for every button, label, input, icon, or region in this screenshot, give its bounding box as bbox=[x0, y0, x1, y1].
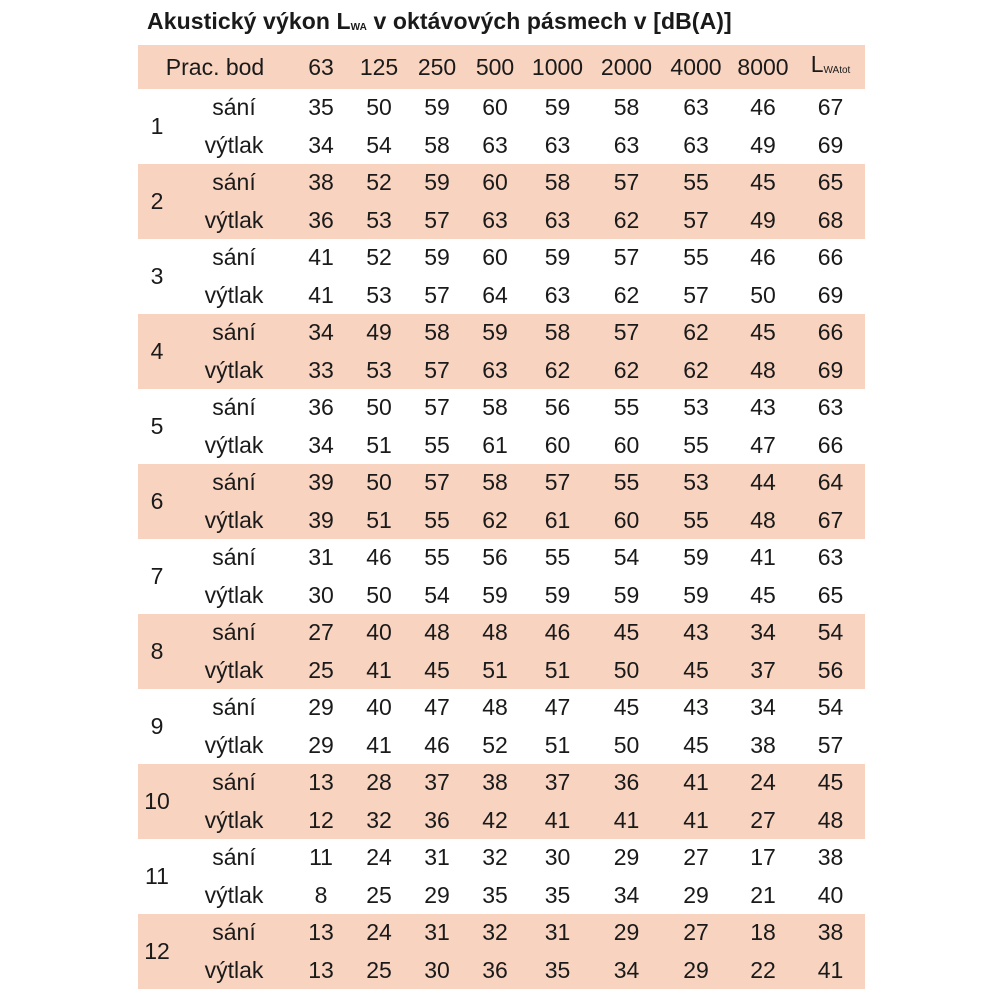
table-row bbox=[138, 314, 865, 352]
header-band: 4000 bbox=[662, 45, 730, 89]
band-value: 50 bbox=[350, 464, 408, 502]
band-value: 42 bbox=[466, 802, 524, 840]
band-value: 48 bbox=[408, 614, 466, 652]
band-value: 32 bbox=[466, 914, 524, 952]
table-title: Akustický výkon $L_{WA}$ v oktávových pásmech v [dB(A)] bbox=[147, 8, 732, 34]
band-value: 45 bbox=[591, 614, 662, 652]
band-value: 46 bbox=[366, 544, 392, 570]
band-value: 13 bbox=[292, 914, 350, 952]
band-value: 53 bbox=[350, 202, 408, 240]
band-value: 61 bbox=[482, 431, 508, 458]
band-value: 32 bbox=[350, 802, 408, 840]
band-value: 11 bbox=[309, 844, 333, 870]
table-row bbox=[138, 952, 865, 990]
band-value: 43 bbox=[683, 694, 709, 720]
band-value: 36 bbox=[292, 202, 350, 240]
operating-point: 12 bbox=[138, 914, 176, 989]
band-value: 63 bbox=[613, 131, 640, 158]
band-value: 34 bbox=[308, 131, 334, 158]
band-value: 54 bbox=[613, 544, 640, 570]
band-value: 41 bbox=[524, 802, 591, 840]
band-value: 51 bbox=[544, 731, 571, 758]
band-value: 45 bbox=[750, 581, 776, 608]
band-value: 34 bbox=[591, 952, 662, 990]
band-value: 13 bbox=[292, 952, 350, 990]
table-row bbox=[138, 352, 865, 390]
operating-point: 2 bbox=[138, 164, 176, 239]
discharge-label: výtlak bbox=[204, 881, 264, 908]
band-value: 63 bbox=[683, 131, 709, 158]
band-value: 60 bbox=[466, 164, 524, 202]
band-value: 52 bbox=[366, 244, 392, 270]
band-value: 47 bbox=[424, 694, 450, 720]
band-value: 48 bbox=[482, 694, 508, 720]
total-value: 40 bbox=[817, 881, 844, 908]
band-value: 56 bbox=[544, 394, 571, 420]
total-value: 54 bbox=[796, 614, 865, 652]
band-value: 41 bbox=[750, 544, 776, 570]
band-value: 51 bbox=[466, 652, 524, 690]
band-value: 31 bbox=[524, 914, 591, 952]
band-value: 36 bbox=[591, 764, 662, 802]
band-value: 25 bbox=[366, 881, 392, 908]
band-value: 41 bbox=[662, 802, 730, 840]
discharge-label: výtlak bbox=[176, 652, 292, 690]
band-value: 60 bbox=[613, 431, 640, 458]
band-value: 47 bbox=[750, 431, 776, 458]
band-value: 29 bbox=[308, 694, 334, 720]
total-value: 38 bbox=[817, 844, 844, 870]
table-row bbox=[138, 502, 865, 540]
total-value: 54 bbox=[817, 694, 844, 720]
total-value: 38 bbox=[796, 914, 865, 952]
band-value: 61 bbox=[524, 502, 591, 540]
band-value: 33 bbox=[292, 352, 350, 390]
band-value: 49 bbox=[730, 202, 796, 240]
band-value: 55 bbox=[591, 464, 662, 502]
band-value: 41 bbox=[662, 764, 730, 802]
band-value: 58 bbox=[524, 314, 591, 352]
header-band: 125 bbox=[350, 45, 408, 89]
total-value: 69 bbox=[817, 131, 844, 158]
band-value: 59 bbox=[544, 244, 571, 270]
band-value: 27 bbox=[662, 914, 730, 952]
band-value: 43 bbox=[750, 394, 776, 420]
band-value: 52 bbox=[350, 164, 408, 202]
band-value: 31 bbox=[408, 914, 466, 952]
band-value: 59 bbox=[482, 581, 508, 608]
total-value: 63 bbox=[817, 394, 844, 420]
total-value: 56 bbox=[796, 652, 865, 690]
total-value: 45 bbox=[796, 764, 865, 802]
band-value: 24 bbox=[350, 914, 408, 952]
band-value: 8 bbox=[314, 881, 328, 908]
discharge-label: výtlak bbox=[176, 802, 292, 840]
band-value: 48 bbox=[466, 614, 524, 652]
band-value: 62 bbox=[662, 314, 730, 352]
band-value: 57 bbox=[591, 164, 662, 202]
table-row bbox=[138, 202, 865, 240]
header-band: 2000 bbox=[591, 45, 662, 89]
band-value: 34 bbox=[613, 881, 640, 908]
band-value: 57 bbox=[408, 202, 466, 240]
total-value: 57 bbox=[817, 731, 844, 758]
header-label: Prac. bod bbox=[138, 45, 292, 89]
band-value: 37 bbox=[408, 764, 466, 802]
band-value: 55 bbox=[662, 502, 730, 540]
suction-label: sání bbox=[212, 844, 256, 870]
band-value: 34 bbox=[750, 694, 776, 720]
band-value: 45 bbox=[683, 731, 709, 758]
band-value: 29 bbox=[662, 952, 730, 990]
band-value: 63 bbox=[482, 131, 508, 158]
band-value: 62 bbox=[466, 502, 524, 540]
band-value: 63 bbox=[466, 352, 524, 390]
band-value: 25 bbox=[350, 952, 408, 990]
table-row bbox=[138, 539, 865, 577]
band-value: 51 bbox=[524, 652, 591, 690]
band-value: 54 bbox=[424, 581, 450, 608]
band-value: 36 bbox=[466, 952, 524, 990]
table-row bbox=[138, 164, 865, 202]
band-value: 57 bbox=[591, 314, 662, 352]
band-value: 46 bbox=[424, 731, 450, 758]
header-total: $L_{WAtot}$ bbox=[796, 45, 865, 89]
header-band: 63 bbox=[292, 45, 350, 89]
band-value: 39 bbox=[292, 464, 350, 502]
operating-point: 10 bbox=[138, 764, 176, 839]
band-value: 50 bbox=[750, 281, 776, 308]
band-value: 59 bbox=[408, 164, 466, 202]
suction-label: sání bbox=[212, 394, 256, 420]
band-value: 32 bbox=[482, 844, 508, 870]
band-value: 54 bbox=[366, 131, 392, 158]
total-value: 65 bbox=[817, 581, 844, 608]
band-value: 50 bbox=[366, 581, 392, 608]
discharge-label: výtlak bbox=[176, 202, 292, 240]
discharge-label: výtlak bbox=[204, 731, 264, 758]
band-value: 59 bbox=[613, 581, 640, 608]
band-value: 28 bbox=[350, 764, 408, 802]
total-value: 64 bbox=[796, 464, 865, 502]
suction-label: sání bbox=[212, 694, 256, 720]
band-value: 45 bbox=[613, 694, 640, 720]
band-value: 59 bbox=[683, 581, 709, 608]
band-value: 53 bbox=[366, 281, 392, 308]
band-value: 58 bbox=[613, 94, 640, 120]
band-value: 57 bbox=[408, 464, 466, 502]
band-value: 55 bbox=[662, 164, 730, 202]
band-value: 53 bbox=[350, 352, 408, 390]
table-row bbox=[138, 127, 865, 165]
band-value: 17 bbox=[750, 844, 776, 870]
band-value: 45 bbox=[662, 652, 730, 690]
band-value: 59 bbox=[466, 314, 524, 352]
band-value: 63 bbox=[683, 94, 709, 120]
band-value: 55 bbox=[683, 244, 709, 270]
band-value: 63 bbox=[544, 131, 571, 158]
band-value: 58 bbox=[524, 164, 591, 202]
band-value: 62 bbox=[591, 202, 662, 240]
band-value: 62 bbox=[613, 281, 640, 308]
band-value: 35 bbox=[524, 952, 591, 990]
band-value: 56 bbox=[482, 544, 508, 570]
band-value: 29 bbox=[308, 731, 334, 758]
band-value: 57 bbox=[408, 352, 466, 390]
suction-label: sání bbox=[212, 244, 256, 270]
table-row bbox=[138, 389, 865, 427]
band-value: 64 bbox=[482, 281, 508, 308]
band-value: 41 bbox=[591, 802, 662, 840]
header-band: 500 bbox=[466, 45, 524, 89]
band-value: 55 bbox=[424, 544, 450, 570]
table-row bbox=[138, 652, 865, 690]
header-band: 8000 bbox=[730, 45, 796, 89]
discharge-label: výtlak bbox=[204, 131, 264, 158]
total-value: 66 bbox=[817, 431, 844, 458]
band-value: 24 bbox=[366, 844, 392, 870]
total-value: 67 bbox=[817, 94, 844, 120]
discharge-label: výtlak bbox=[204, 581, 264, 608]
band-value: 57 bbox=[424, 394, 450, 420]
suction-label: sání bbox=[212, 94, 256, 120]
band-value: 40 bbox=[366, 694, 392, 720]
band-value: 47 bbox=[544, 694, 571, 720]
band-value: 57 bbox=[424, 281, 450, 308]
band-value: 50 bbox=[366, 94, 392, 120]
header-band: 250 bbox=[408, 45, 466, 89]
band-value: 12 bbox=[292, 802, 350, 840]
table-row bbox=[138, 689, 865, 727]
band-value: 41 bbox=[350, 652, 408, 690]
operating-point: 1 bbox=[150, 112, 164, 139]
band-value: 59 bbox=[424, 94, 450, 120]
band-value: 53 bbox=[683, 394, 709, 420]
band-value: 58 bbox=[466, 464, 524, 502]
header-row bbox=[138, 45, 865, 89]
band-value: 59 bbox=[544, 94, 571, 120]
total-value: 66 bbox=[796, 314, 865, 352]
header-band: 1000 bbox=[524, 45, 591, 89]
band-value: 63 bbox=[544, 281, 571, 308]
total-value: 63 bbox=[817, 544, 844, 570]
band-value: 29 bbox=[683, 881, 709, 908]
table-row bbox=[138, 764, 865, 802]
band-value: 41 bbox=[308, 244, 334, 270]
table-row bbox=[138, 877, 865, 915]
band-value: 50 bbox=[591, 652, 662, 690]
band-value: 30 bbox=[408, 952, 466, 990]
band-value: 35 bbox=[308, 94, 334, 120]
band-value: 52 bbox=[482, 731, 508, 758]
band-value: 55 bbox=[424, 431, 450, 458]
band-value: 58 bbox=[424, 131, 450, 158]
total-value: 41 bbox=[796, 952, 865, 990]
total-value: 69 bbox=[817, 281, 844, 308]
band-value: 46 bbox=[524, 614, 591, 652]
band-value: 50 bbox=[613, 731, 640, 758]
table-row bbox=[138, 464, 865, 502]
band-value: 60 bbox=[482, 94, 508, 120]
operating-point: 5 bbox=[150, 412, 164, 439]
table-row bbox=[138, 577, 865, 615]
discharge-label: výtlak bbox=[204, 281, 264, 308]
band-value: 35 bbox=[482, 881, 508, 908]
band-value: 60 bbox=[544, 431, 571, 458]
total-value: 48 bbox=[796, 802, 865, 840]
band-value: 34 bbox=[292, 314, 350, 352]
suction-label: sání bbox=[176, 164, 292, 202]
band-value: 55 bbox=[613, 394, 640, 420]
operating-point: 6 bbox=[138, 464, 176, 539]
table-row bbox=[138, 277, 865, 315]
band-value: 51 bbox=[366, 431, 392, 458]
band-value: 45 bbox=[730, 164, 796, 202]
band-value: 53 bbox=[662, 464, 730, 502]
suction-label: sání bbox=[212, 544, 256, 570]
band-value: 59 bbox=[424, 244, 450, 270]
band-value: 37 bbox=[730, 652, 796, 690]
discharge-label: výtlak bbox=[204, 431, 264, 458]
band-value: 13 bbox=[292, 764, 350, 802]
band-value: 57 bbox=[662, 202, 730, 240]
band-value: 59 bbox=[683, 544, 709, 570]
band-value: 49 bbox=[750, 131, 776, 158]
band-value: 46 bbox=[750, 244, 776, 270]
band-value: 57 bbox=[683, 281, 709, 308]
band-value: 60 bbox=[482, 244, 508, 270]
band-value: 60 bbox=[591, 502, 662, 540]
band-value: 62 bbox=[591, 352, 662, 390]
band-value: 49 bbox=[350, 314, 408, 352]
band-value: 48 bbox=[730, 352, 796, 390]
operating-point: 4 bbox=[138, 314, 176, 389]
total-value: 65 bbox=[796, 164, 865, 202]
band-value: 18 bbox=[730, 914, 796, 952]
band-value: 51 bbox=[350, 502, 408, 540]
band-value: 57 bbox=[524, 464, 591, 502]
operating-point: 9 bbox=[150, 712, 164, 739]
band-value: 44 bbox=[730, 464, 796, 502]
band-value: 27 bbox=[292, 614, 350, 652]
suction-label: sání bbox=[176, 614, 292, 652]
band-value: 40 bbox=[350, 614, 408, 652]
band-value: 22 bbox=[730, 952, 796, 990]
band-value: 45 bbox=[730, 314, 796, 352]
band-value: 39 bbox=[292, 502, 350, 540]
band-value: 50 bbox=[366, 394, 392, 420]
band-value: 41 bbox=[366, 731, 392, 758]
band-value: 25 bbox=[292, 652, 350, 690]
band-value: 35 bbox=[544, 881, 571, 908]
discharge-label: výtlak bbox=[176, 352, 292, 390]
table-row bbox=[138, 89, 865, 127]
table-row bbox=[138, 839, 865, 877]
band-value: 38 bbox=[466, 764, 524, 802]
band-value: 31 bbox=[424, 844, 450, 870]
band-value: 27 bbox=[730, 802, 796, 840]
band-value: 38 bbox=[750, 731, 776, 758]
suction-label: sání bbox=[176, 464, 292, 502]
table-row bbox=[138, 239, 865, 277]
total-value: 67 bbox=[796, 502, 865, 540]
band-value: 45 bbox=[408, 652, 466, 690]
table-row bbox=[138, 427, 865, 465]
band-value: 29 bbox=[613, 844, 640, 870]
band-value: 29 bbox=[424, 881, 450, 908]
band-value: 63 bbox=[466, 202, 524, 240]
band-value: 48 bbox=[730, 502, 796, 540]
band-value: 55 bbox=[544, 544, 571, 570]
suction-label: sání bbox=[176, 764, 292, 802]
operating-point: 8 bbox=[138, 614, 176, 689]
table-row bbox=[138, 727, 865, 765]
discharge-label: výtlak bbox=[176, 952, 292, 990]
band-value: 21 bbox=[750, 881, 776, 908]
band-value: 29 bbox=[591, 914, 662, 952]
band-value: 41 bbox=[308, 281, 334, 308]
band-value: 30 bbox=[544, 844, 571, 870]
table-row bbox=[138, 802, 865, 840]
total-value: 69 bbox=[796, 352, 865, 390]
discharge-label: výtlak bbox=[176, 502, 292, 540]
band-value: 58 bbox=[408, 314, 466, 352]
band-value: 43 bbox=[662, 614, 730, 652]
band-value: 37 bbox=[524, 764, 591, 802]
band-value: 58 bbox=[482, 394, 508, 420]
band-value: 30 bbox=[308, 581, 334, 608]
band-value: 34 bbox=[308, 431, 334, 458]
table-row bbox=[138, 914, 865, 952]
band-value: 36 bbox=[308, 394, 334, 420]
band-value: 55 bbox=[408, 502, 466, 540]
operating-point: 7 bbox=[150, 562, 164, 589]
acoustic-power-table bbox=[138, 45, 865, 989]
suction-label: sání bbox=[176, 314, 292, 352]
suction-label: sání bbox=[176, 914, 292, 952]
band-value: 46 bbox=[750, 94, 776, 120]
band-value: 55 bbox=[683, 431, 709, 458]
band-value: 62 bbox=[524, 352, 591, 390]
band-value: 38 bbox=[292, 164, 350, 202]
band-value: 59 bbox=[544, 581, 571, 608]
band-value: 57 bbox=[613, 244, 640, 270]
table-row bbox=[138, 614, 865, 652]
band-value: 62 bbox=[662, 352, 730, 390]
total-value: 66 bbox=[817, 244, 844, 270]
band-value: 27 bbox=[683, 844, 709, 870]
band-value: 36 bbox=[408, 802, 466, 840]
band-value: 24 bbox=[730, 764, 796, 802]
operating-point: 3 bbox=[150, 262, 164, 289]
band-value: 63 bbox=[524, 202, 591, 240]
operating-point: 11 bbox=[145, 862, 169, 889]
band-value: 31 bbox=[308, 544, 334, 570]
total-value: 68 bbox=[796, 202, 865, 240]
band-value: 34 bbox=[730, 614, 796, 652]
